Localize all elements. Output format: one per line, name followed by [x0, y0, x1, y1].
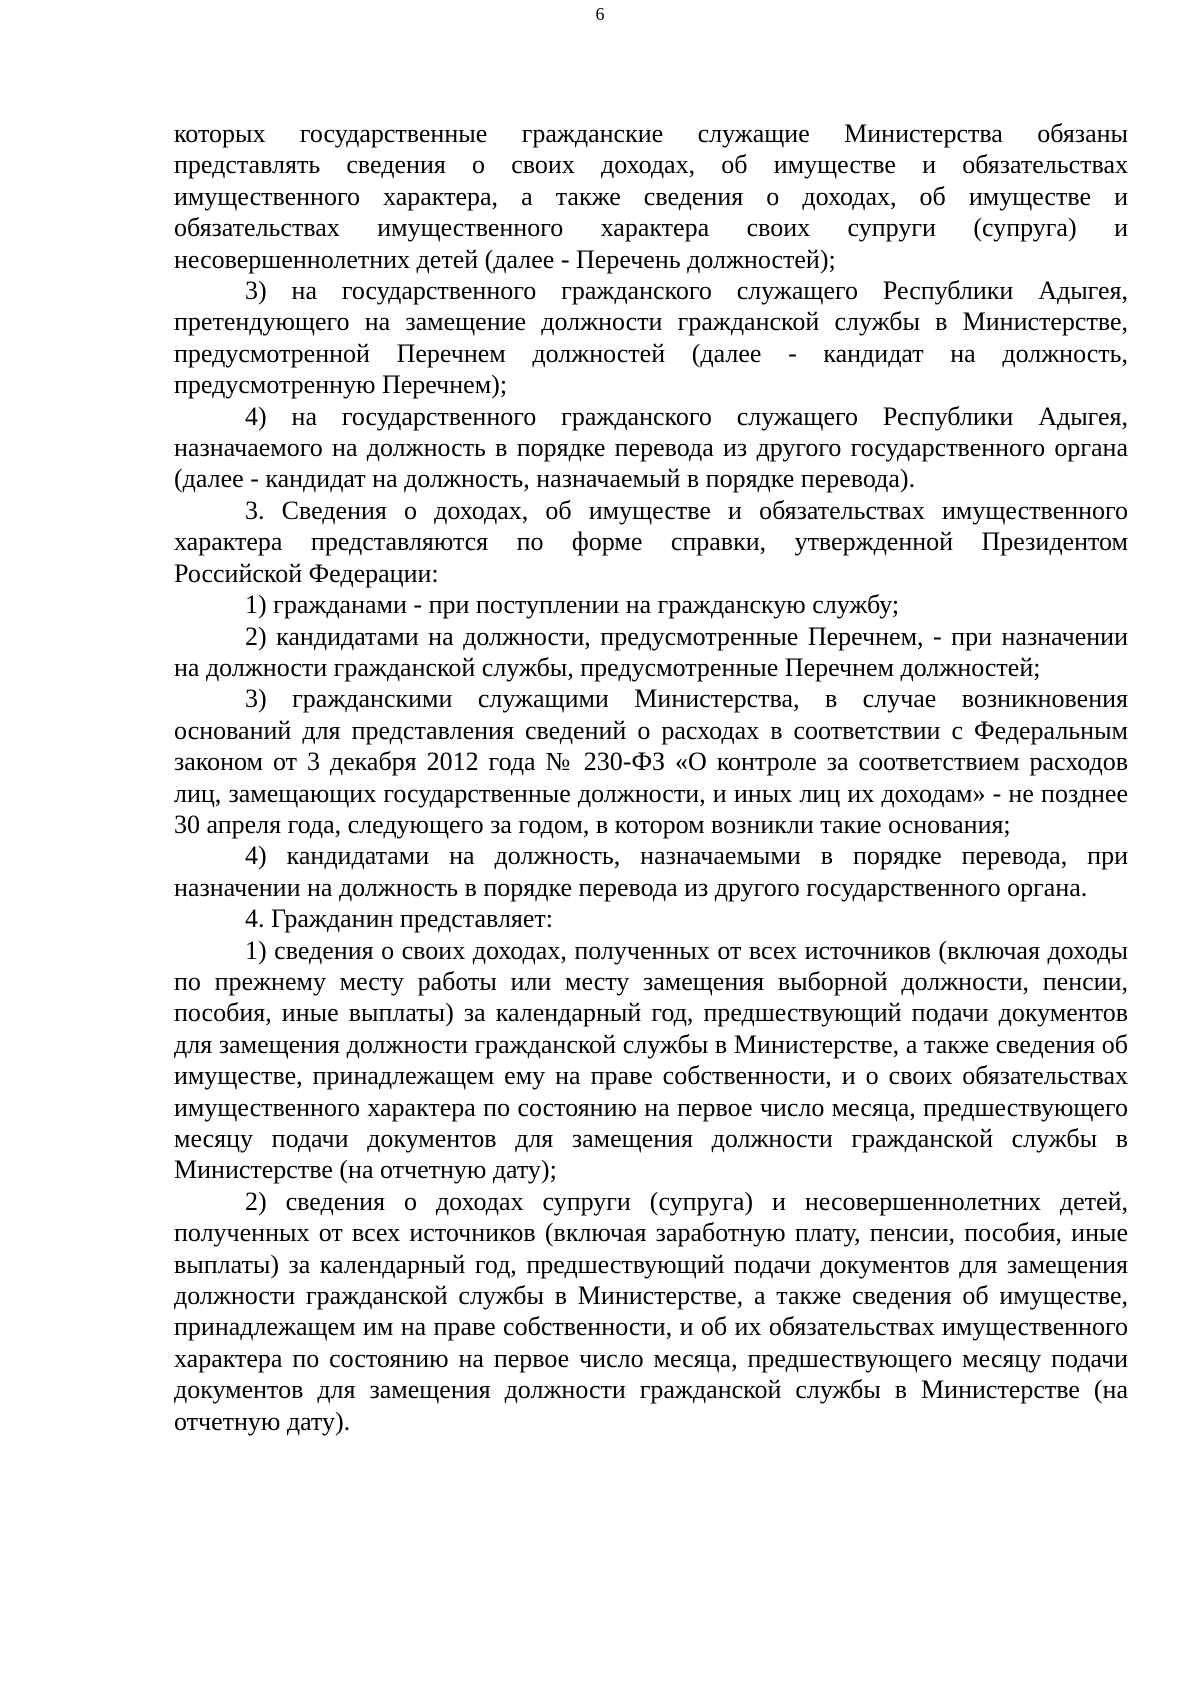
- paragraph-item-3-candidate: 3) на государственного гражданского служащего Республики Адыгея, претендующего на замещение должности гражданской службы в Министерстве, предусмотренной Перечнем должностей (далее - кандидат на должность, предусмотренную Перечнем);: [174, 276, 1128, 400]
- paragraph-section-3-item-3: 3) гражданскими служащими Министерства, в случае возникновения оснований для представления сведений о расходах в соответствии с Федеральным законом от 3 декабря 2012 года № 230-ФЗ «О контроле за соответствием расходов лиц, замещающих государственные должности, и иных лиц их доходам» - не позднее 30 апреля года, следующего за годом, в котором возникли такие основания;: [174, 684, 1128, 839]
- paragraph-section-3: 3. Сведения о доходах, об имуществе и обязательствах имущественного характера представляются по форме справки, утвержденной Президентом Российской Федерации:: [174, 495, 1128, 588]
- document-body: [174, 118, 1128, 1437]
- paragraph-section-3-item-4: 4) кандидатами на должность, назначаемыми в порядке перевода, при назначении на должность в порядке перевода из другого государственного органа.: [174, 841, 1128, 902]
- paragraph-section-4-item-2: 2) сведения о доходах супруги (супруга) и несовершеннолетних детей, полученных от всех источников (включая заработную плату, пенсии, пособия, иные выплаты) за календарный год, предшествующий подачи документов для замещения должности гражданской службы в Министерстве, а также сведения об имуществе, принадлежащем им на праве собственности, и об их обязательствах имущественного характера по состоянию на первое число месяца, предшествующего месяцу подачи документов для замещения должности гражданской службы в Министерстве (на отчетную дату).: [174, 1186, 1128, 1436]
- paragraph-section-4-item-1: 1) сведения о своих доходах, полученных от всех источников (включая доходы по прежнему месту работы или месту замещения выборной должности, пенсии, пособия, иные выплаты) за календарный год, предшествующий подачи документов для замещения должности гражданской службы в Министерстве, а также сведения об имуществе, принадлежащем ему на праве собственности, и о своих обязательствах имущественного характера по состоянию на первое число месяца, предшествующего месяцу подачи документов для замещения должности гражданской службы в Министерстве (на отчетную дату);: [174, 935, 1128, 1185]
- page-number: 6: [595, 4, 605, 24]
- paragraph-continuation: которых государственные гражданские служащие Министерства обязаны представлять сведения о своих доходах, об имуществе и обязательствах имущественного характера, а также сведения о доходах, об имуществе и обязательствах имущественного характера своих супруги (супруга) и несовершеннолетних детей (далее - Перечень должностей);: [174, 119, 1128, 274]
- paragraph-section-3-item-2: 2) кандидатами на должности, предусмотренные Перечнем, - при назначении на должности гражданской службы, предусмотренные Перечнем должностей;: [174, 621, 1128, 682]
- paragraph-item-4-transfer-candidate: 4) на государственного гражданского служащего Республики Адыгея, назначаемого на должность в порядке перевода из другого государственного органа (далее - кандидат на должность, назначаемый в порядке перевода).: [174, 401, 1128, 494]
- paragraph-section-3-item-1: 1) гражданами - при поступлении на гражданскую службу;: [245, 590, 900, 620]
- paragraph-section-4: 4. Гражданин представляет:: [245, 904, 554, 934]
